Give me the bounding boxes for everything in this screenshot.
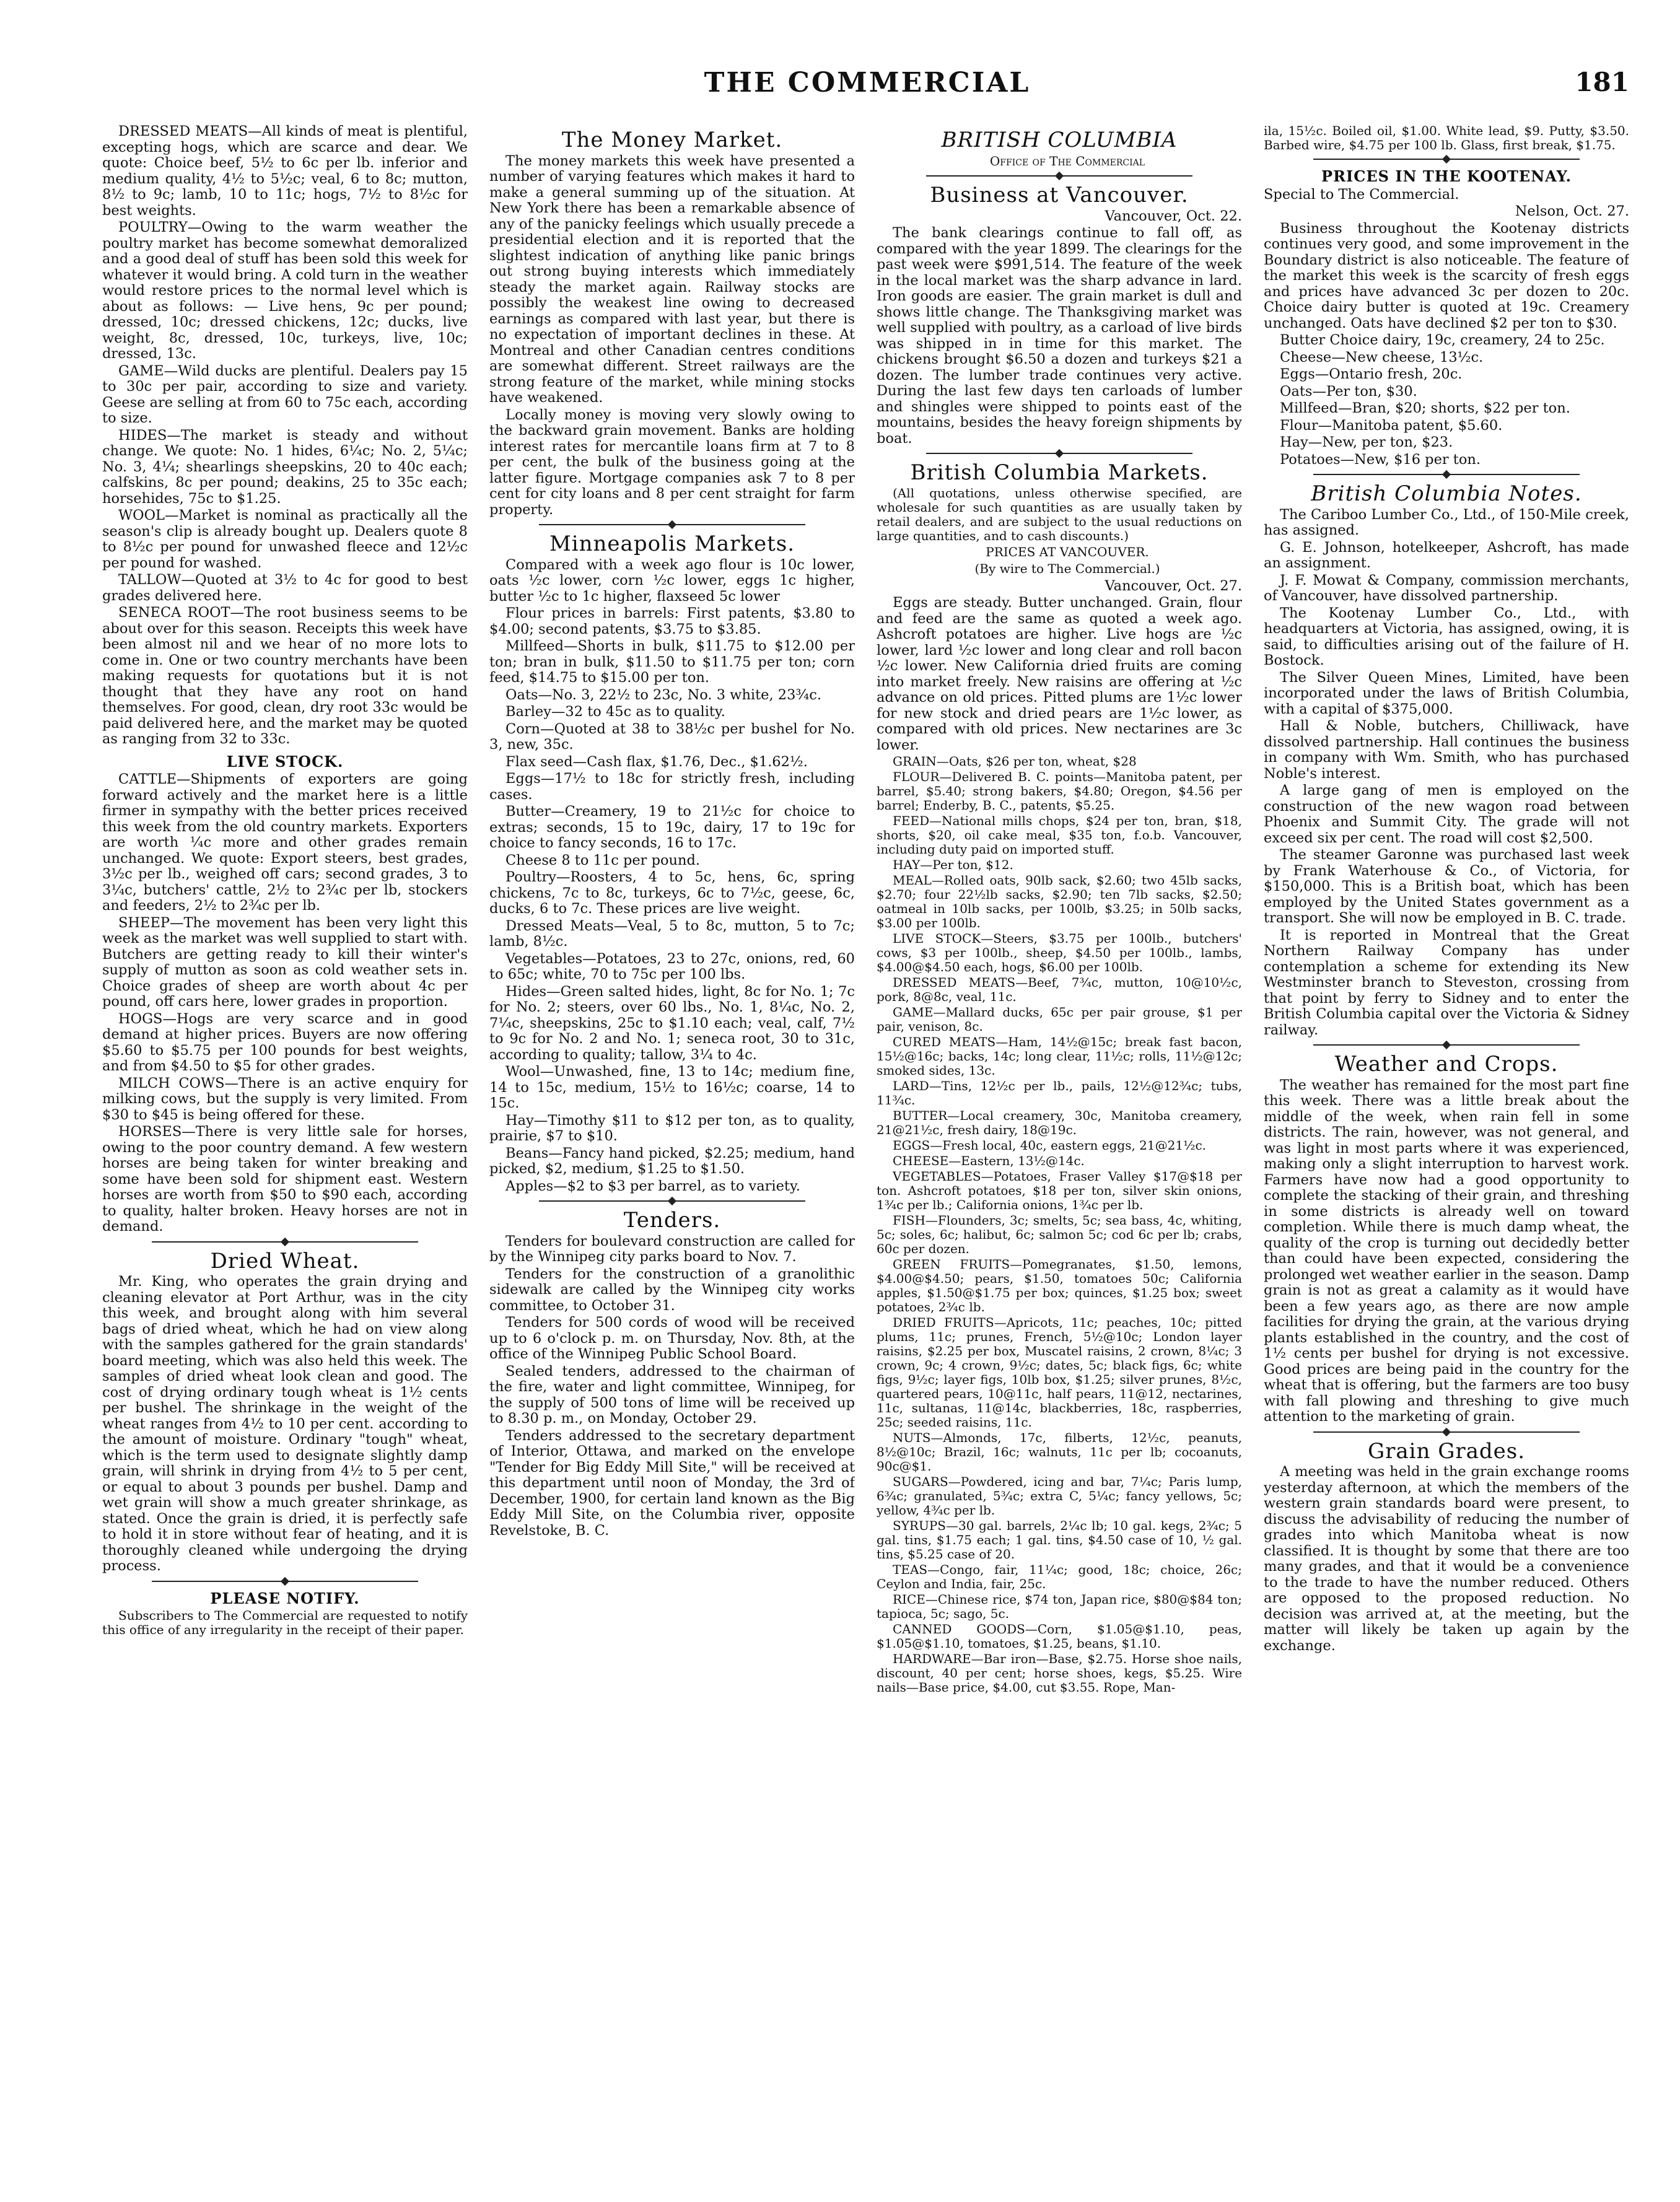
minneapolis-item: Eggs—17½ to 18c for strictly fresh, including cases. xyxy=(489,771,855,803)
wire-note: (By wire to The Commercial.) xyxy=(974,561,1160,576)
section-divider xyxy=(539,1200,805,1204)
minneapolis-item: Beans—Fancy hand picked, $2.25; medium, hand picked, $2, medium, $1.25 to $1.50. xyxy=(489,1145,855,1177)
section-divider xyxy=(1313,474,1580,478)
hides-paragraph: HIDES—The market is steady and without change. We quote: No. 1 hides, 6¼c; No. 2, 5¼c; No. 3, 4¼; shearlings sheepskins, 20 to 40c each; calfskins, 8c per pound; deakins, 25 to 35c each; horsehides, 75c to $1.25. xyxy=(102,427,468,507)
market-item: DRESSED MEATS—Beef, 7¾c, mutton, 10@10½c, pork, 8@8c, veal, 11c. xyxy=(877,975,1242,1004)
dried-wheat-paragraph: Mr. King, who operates the grain drying and cleaning elevator at Port Arthur, was in the city this week, and brought along with him several bags of dried wheat, which he had on view along with the samples gathered for the grain standards' board meeting, which was also held this week. The samples of dried wheat look clean and good. The cost of drying ordinary tough wheat is 1½ cents per bushel. The shrinkage in the weight of the wheat ranges from 4½ to 10 per cent. according to the amount of moisture. Ordinary "tough" wheat, which is the term used to designate slightly damp grain, will shrink in drying from 4½ to 5 per cent, or equal to about 3 pounds per bushel. Damp and wet grain will show a much greater shrinkage, as stated. Once the grain is dried, it is perfectly safe to hold it in store without fear of heating, and it is thoroughly cleaned while undergoing the drying process. xyxy=(102,1274,468,1574)
column-4 xyxy=(1264,124,1629,2187)
horses-paragraph: HORSES—There is very little sale for horses, owing to the poor country demand. A few western horses are being taken for winter breaking and some have been sold for shipment east. Western horses are worth from $50 to $90 each, according to quality, halter broken. Heavy horses are not in demand. xyxy=(102,1124,468,1234)
minneapolis-item: Corn—Quoted at 38 to 38½c per bushel for No. 3, new, 35c. xyxy=(489,720,855,753)
market-item: VEGETABLES—Potatoes, Fraser Valley $17@$18 per ton. Ashcroft potatoes, $18 per ton, silver skin onions, 1¾c per lb.; California onions, 1¾c per lb. xyxy=(877,1169,1242,1212)
hardware-continuation: ila, 15½c. Boiled oil, $1.00. White lead, $9. Putty, $3.50. Barbed wire, $4.75 per 100 lb. Glass, first break, $1.75. xyxy=(1264,124,1629,152)
market-item: GRAIN—Oats, $26 per ton, wheat, $28 xyxy=(893,754,1137,769)
section-divider xyxy=(926,175,1192,179)
dried-wheat-heading: Dried Wheat. xyxy=(210,1248,360,1274)
poultry-paragraph: POULTRY—Owing to the warm weather the poultry market has become somewhat demoralized and a good deal of stuff has been sold this week for whatever it would bring. A cold turn in the weather would restore prices to the normal level which is about as follows: — Live hens, 9c per pound; dressed, 10c; dressed chickens, 12c; ducks, live weight, 8c, dressed, 10c, turkeys, live, 10c; dressed, 13c. xyxy=(102,219,468,362)
please-notify-paragraph: Subscribers to The Commercial are requested to notify this office of any irregularity in the receipt of their paper. xyxy=(102,1608,468,1637)
british-columbia-heading: BRITISH COLUMBIA xyxy=(941,128,1178,152)
section-divider xyxy=(539,524,805,528)
kootenay-paragraph: Business throughout the Kootenay districts continues very good, and some improvement in the Boundary district is also noticeable. The feature of the market this week is the scarcity of fresh eggs and prices have advanced 3c per dozen to 20c. Choice dairy butter is quoted at 19c. Creamery unchanged. Oats have declined $2 per ton to $30. xyxy=(1264,220,1629,331)
minneapolis-item: Apples—$2 to $3 per barrel, as to variety. xyxy=(505,1177,800,1194)
minneapolis-item: Hides—Green salted hides, light, 8c for No. 1; 7c for No. 2; steers, over 60 lbs., No. 1, 8¼c, No. 2, 7¼c, sheepskins, 25c to $1.10 each; veal, calf, 7½ to 9c for No. 2 and No. 1; seneca root, 30 to 31c, according to quality; tallow, 3¼ to 4c. xyxy=(489,983,855,1063)
note-item: It is reported in Montreal that the Great Northern Railway Company has under contemplation a scheme for extending its New Westminster branch to Steveston, crossing from that point by ferry to Sidney and to enter the British Columbia capital over the Victoria & Sidney railway. xyxy=(1264,927,1629,1038)
minneapolis-item: Cheese 8 to 11c per pound. xyxy=(505,852,701,868)
vancouver-business-paragraph: The bank clearings continue to fall off, as compared with the year 1899. The clearings for the past week were $991,514. The feature of the week in the local market was the sharp advance in lard. Iron goods are easier. The grain market is dull and shows little change. The Thanksgiving market was well supplied with poultry, as a carload of live birds was shipped in in time for this market. The chickens brought $6.50 a dozen and turkeys $21 a dozen. The lumber trade continues very active. During the last few days ten carloads of lumber and shingles were shipped to points east of the mountains, besides the heavy foreign shipments by boat. xyxy=(877,225,1242,447)
tender-item: Tenders for boulevard construction are called for by the Winnipeg city parks board to Nov. 7. xyxy=(489,1233,855,1265)
hogs-paragraph: HOGS—Hogs are very scarce and in good demand at higher prices. Buyers are now offering $5.60 to $5.75 per 100 pounds for best weights, and from $4.50 to $5 for other grades. xyxy=(102,1010,468,1074)
bc-markets-heading: British Columbia Markets. xyxy=(910,460,1209,485)
minneapolis-item: Oats—No. 3, 22½ to 23c, No. 3 white, 23¾c. xyxy=(505,686,821,703)
weather-paragraph: The weather has remained for the most part fine this week. There was a little break about the middle of the week, when rain fell in some districts. The rain, however, was not general, and was light in most parts where it was experienced, making only a slight interruption to harvest work. Farmers have now had a good opportunity to complete the stacking of their grain, and threshing in some districts is already well on toward completion. While there is much damp wheat, the quality of the crop is turning out decidedly better than could have been expected, considering the prolonged wet weather earlier in the season. Damp grain is not as great a calamity as it would have been a few years ago, as there are now ample facilities for drying the grain, at the various drying plants established in the country, and the cost of 1½ cents per bushel for drying is not excessive. Good prices are being paid in the country for the wheat that is offering, but the farmers are too busy with fall plowing and threshing to give much attention to the marketing of grain. xyxy=(1264,1077,1629,1425)
note-item: The Cariboo Lumber Co., Ltd., of 150-Mile creek, has assigned. xyxy=(1264,506,1629,538)
market-item: RICE—Chinese rice, $74 ton, Japan rice, $80@$84 ton; tapioca, 5c; sago, 5c. xyxy=(877,1592,1242,1621)
kootenay-item: Butter Choice dairy, 19c, creamery, 24 to 25c. xyxy=(1280,332,1605,348)
section-divider xyxy=(1313,159,1580,162)
dateline: Vancouver, Oct. 27. xyxy=(1105,577,1242,594)
market-item: FEED—National mills chops, $24 per ton, bran, $18, shorts, $20, oil cake meal, $35 ton, f.o.b. Vancouver, including duty paid on imported stuff. xyxy=(877,813,1242,857)
market-item: MEAL—Rolled oats, 90lb sack, $2.60; two 45lb sacks, $2.70; four 22½lb sacks, $2.90; ten 7lb sacks, $2.50; oatmeal in 10lb sacks, per 100lb, $3.25; in 50lb sacks, $3.00 per 100lb. xyxy=(877,873,1242,930)
section-divider xyxy=(1313,1044,1580,1048)
note-item: The Kootenay Lumber Co., Ltd., with headquarters at Victoria, has assigned, owing, it is said, to difficulties arising out of the failure of H. Bostock. xyxy=(1264,605,1629,668)
dateline: Vancouver, Oct. 22. xyxy=(1105,208,1242,224)
game-paragraph: GAME—Wild ducks are plentiful. Dealers pay 15 to 30c per pair, according to size and variety. Geese are selling at from 60 to 75c each, according to size. xyxy=(102,362,468,426)
market-item: LARD—Tins, 12½c per lb., pails, 12½@12¾c; tubs, 11¾c. xyxy=(877,1078,1242,1108)
tender-item: Tenders for 500 cords of wood will be received up to 6 o'clock p. m. on Thursday, Nov. 8th, at the office of the Winnipeg Public School Board. xyxy=(489,1314,855,1362)
minneapolis-item: Butter—Creamery, 19 to 21½c for choice to extras; seconds, 15 to 19c, dairy, 17 to 19c for choice to fancy seconds, 16 to 17c. xyxy=(489,803,855,851)
article-columns xyxy=(102,124,1629,2193)
market-item: EGGS—Fresh local, 40c, eastern eggs, 21@21½c. xyxy=(893,1138,1207,1153)
quotations-note: (All quotations, unless otherwise specified, are wholesale for such quantities as are usually taken by retail dealers, and are subject to the usual reductions on large quantities, and to cash discounts.) xyxy=(877,485,1242,543)
minneapolis-item: Hay—Timothy $11 to $12 per ton, as to quality, prairie, $7 to $10. xyxy=(489,1112,855,1144)
note-item: J. F. Mowat & Company, commission merchants, of Vancouver, have dissolved partnership. xyxy=(1264,572,1629,604)
sheep-paragraph: SHEEP—The movement has been very light this week as the market was well supplied to start with. Butchers are getting ready to kill their winter's supply of mutton as soon as cold weather sets in. Choice grades of sheep are worth about 4c per pound, off cars here, lower grades in proportion. xyxy=(102,914,468,1010)
milch-cows-paragraph: MILCH COWS—There is an active enquiry for milking cows, but the supply is very limited. From $30 to $45 is being offered for these. xyxy=(102,1075,468,1123)
vancouver-business-heading: Business at Vancouver. xyxy=(930,183,1189,208)
tender-item: Tenders addressed to the secretary department of Interior, Ottawa, and marked on the envelope "Tender for Big Eddy Mill Site," will be received at this department until noon of Monday, the 3rd of December, 1900, for certain land known as the Big Eddy Mill Site, on the Columbia river, opposite Revelstoke, B. C. xyxy=(489,1427,855,1539)
minneapolis-item: Compared with a week ago flour is 10c lower, oats ½c lower, corn ½c lower, eggs 1c higher, butter ½c to 1c higher, flaxseed 5c lower xyxy=(489,556,855,605)
kootenay-item: Cheese—New cheese, 13½c. xyxy=(1280,349,1484,365)
market-item: CHEESE—Eastern, 13½@14c. xyxy=(893,1153,1085,1168)
kootenay-item: Hay—New, per ton, $23. xyxy=(1280,434,1453,450)
market-item: CANNED GOODS—Corn, $1.05@$1.10, peas, $1.05@$1.10, tomatoes, $1.25, beans, $1.10. xyxy=(877,1622,1242,1651)
market-item: HAY—Per ton, $12. xyxy=(893,857,1013,872)
wool-paragraph: WOOL—Market is nominal as practically all the season's clip is already bought up. Dealers quote 8 to 8½c per pound for unwashed fleece and 12½c per pound for washed. xyxy=(102,507,468,571)
prices-at-vancouver-heading: PRICES AT VANCOUVER. xyxy=(986,544,1149,559)
minneapolis-item: Dressed Meats—Veal, 5 to 8c, mutton, 5 to 7c; lamb, 8½c. xyxy=(489,917,855,950)
minneapolis-item: Flour prices in barrels: First patents, $3.80 to $4.00; second patents, $3.75 to $3.85. xyxy=(489,605,855,637)
weather-crops-heading: Weather and Crops. xyxy=(1334,1052,1559,1077)
page-title: THE COMMERCIAL xyxy=(704,67,1031,98)
column-1 xyxy=(102,124,468,2187)
money-market-paragraph: The money markets this week have presented a number of varying features which makes it hard to make a general summing up of the situation. At New York there has been a remarkable absence of any of the panicky feelings which usually precede a presidential election and it is reported that the slightest indication of anything like panic brings out strong buying interests which immediately steady the market again. Railway stocks are possibly the weakest line owing to decreased earnings as compared with last year, but there is no expectation of important declines in these. At Montreal and other Canadian centres conditions are somewhat different. Street railways are the strong feature of the market, while mining stocks have weakened. xyxy=(489,152,855,406)
market-item: BUTTER—Local creamery, 30c, Manitoba creamery, 21@21½c, fresh dairy, 18@19c. xyxy=(877,1108,1242,1137)
minneapolis-item: Vegetables—Potatoes, 23 to 27c, onions, red, 60 to 65c; white, 70 to 75c per 100 lbs. xyxy=(489,950,855,982)
seneca-root-paragraph: SENECA ROOT—The root business seems to be about over for this season. Receipts this week have been almost nil and we hear of no more lots to come in. One or two country merchants have been making requests for quotations but it is not thought that they have any root on hand themselves. For good, clean, dry root 33c would be paid delivered here, and the market may be quoted as ranging from 32 to 33c. xyxy=(102,605,468,747)
market-item: GREEN FRUITS—Pomegranates, $1.50, lemons, $4.00@$4.50; pears, $1.50, tomatoes 50c; California apples, $1.50@$1.75 per box; quinces, $1.25 box; sweet potatoes, 2¾c lb. xyxy=(877,1257,1242,1314)
section-divider xyxy=(926,453,1192,457)
please-notify-heading: PLEASE NOTIFY. xyxy=(210,1589,360,1607)
live-stock-heading: LIVE STOCK. xyxy=(226,752,344,771)
minneapolis-item: Barley—32 to 45c as to quality. xyxy=(505,704,725,720)
tallow-paragraph: TALLOW—Quoted at 3½ to 4c for good to best grades delivered here. xyxy=(102,572,468,604)
market-item: GAME—Mallard ducks, 65c per pair grouse, $1 per pair, venison, 8c. xyxy=(877,1005,1242,1034)
section-divider xyxy=(152,1241,418,1245)
kootenay-item: Flour—Manitoba patent, $5.60. xyxy=(1280,417,1503,434)
minneapolis-item: Flax seed—Cash flax, $1.76, Dec., $1.62½. xyxy=(505,753,808,770)
section-divider xyxy=(152,1581,418,1584)
page-header xyxy=(105,67,1629,116)
market-item: TEAS—Congo, fair, 11¼c; good, 18c; choice, 26c; Ceylon and India, fair, 25c. xyxy=(877,1562,1242,1591)
note-item: Hall & Noble, butchers, Chilliwack, have dissolved partnership. Hall continues the business in company with Wm. Smith, who has purchased Noble's interest. xyxy=(1264,718,1629,782)
market-item: DRIED FRUITS—Apricots, 11c; peaches, 10c; pitted plums, 11c; prunes, French, 5½@10c; London layer raisins, $2.25 per box, Muscatel raisins, 2 crown, 8¼c; 3 crown, 9c; 4 crown, 9½c; dates, 5c; black figs, 6c; white figs, 9½c; layer figs, 10lb box, $1.25; silver prunes, 8½c, quartered pears, 10@11c, half pears, 11@12, nectarines, 11c, sultanas, 11@14c, blackberries, 18c, raspberries, 25c; seeded raisins, 11c. xyxy=(877,1315,1242,1430)
grain-grades-heading: Grain Grades. xyxy=(1367,1438,1526,1464)
kootenay-item: Potatoes—New, $16 per ton. xyxy=(1280,451,1481,468)
tender-item: Sealed tenders, addressed to the chairman of the fire, water and light committee, Winnipeg, for the supply of 500 tons of lime will be received up to 8.30 p. m., on Monday, October 29. xyxy=(489,1363,855,1426)
column-2 xyxy=(489,124,855,2187)
office-subheading: Office of The Commercial xyxy=(989,153,1145,168)
market-item: FISH—Flounders, 3c; smelts, 5c; sea bass, 4c, whiting, 5c; soles, 6c; halibut, 6c; salmon 5c; cod 6c per lb; crabs, 60c per dozen. xyxy=(877,1213,1242,1256)
market-item: SYRUPS—30 gal. barrels, 2¼c lb; 10 gal. kegs, 2¾c; 5 gal. tins, $1.75 each; 1 gal. tins, $4.50 case of 10, ½ gal. tins, $5.25 case of 20. xyxy=(877,1518,1242,1562)
minneapolis-item: Poultry—Roosters, 4 to 5c, hens, 6c, spring chickens, 7c to 8c, turkeys, 6c to 7½c, geese, 6c, ducks, 6 to 7c. These prices are live weight. xyxy=(489,869,855,917)
minneapolis-markets-heading: Minneapolis Markets. xyxy=(549,531,795,556)
kootenay-item: Oats—Per ton, $30. xyxy=(1280,383,1417,400)
kootenay-item: Millfeed—Bran, $20; shorts, $22 per ton. xyxy=(1280,400,1570,416)
vancouver-prices-paragraph: Eggs are steady. Butter unchanged. Grain, flour and feed are the same as quoted a week ago. Ashcroft potatoes are higher. Live hogs are ½c lower, lard ½c lower and long clear and roll bacon ½c lower. New California dried fruits are coming into market freely. New raisins are offering at ½c advance on old prices. Pitted plums are 1½c lower for new stock and dried pears are 1½c lower, as compared with old prices. New nectarines are 3c lower. xyxy=(877,595,1242,753)
market-item: SUGARS—Powdered, icing and bar, 7¼c; Paris lump, 6¾c; granulated, 5¾c; extra C, 5¼c; fancy yellows, 5c; yellow, 4¾c per lb. xyxy=(877,1474,1242,1518)
note-item: The Silver Queen Mines, Limited, have been incorporated under the laws of British Columbia, with a capital of $375,000. xyxy=(1264,669,1629,717)
bc-notes-heading: British Columbia Notes. xyxy=(1311,481,1582,506)
dateline: Nelson, Oct. 27. xyxy=(1515,203,1629,219)
note-item: A large gang of men is employed on the construction of the new wagon road between Phoenix and Summit City. The grade will not exceed six per cent. The road will cost $2,500. xyxy=(1264,782,1629,846)
market-item: LIVE STOCK—Steers, $3.75 per 100lb., butchers' cows, $3 per 100lb., sheep, $4.50 per 100lb., lambs, $4.00@$4.50 each, hogs, $6.00 per 100lb. xyxy=(877,931,1242,974)
tenders-heading: Tenders. xyxy=(623,1208,721,1233)
kootenay-prices-heading: PRICES IN THE KOOTENAY. xyxy=(1321,167,1572,185)
grain-grades-paragraph: A meeting was held in the grain exchange rooms yesterday afternoon, at which the members of the western grain standards board were present, to discuss the advisability of reducing the number of grades into which Manitoba wheat is now classified. It is thought by some that there are too many grades, and that it would be a convenience to the trade to have the number reduced. Others are opposed to the proposed reduction. No decision was arrived at, at the meeting, but the matter will likely be taken up again by the exchange. xyxy=(1264,1464,1629,1654)
cattle-paragraph: CATTLE—Shipments of exporters are going forward actively and the market here is a little firmer in sympathy with the better prices received this week from the old country markets. Exporters are worth ¼c more and other grades remain unchanged. We quote: Export steers, best grades, 3½c per lb., weighed off cars; second grades, 3 to 3¼c, butchers' cattle, 2½ to 2¾c per lb, stockers and feeders, 2½ to 2¾c per lb. xyxy=(102,771,468,914)
money-market-heading: The Money Market. xyxy=(561,128,783,152)
minneapolis-item: Millfeed—Shorts in bulk, $11.75 to $12.00 per ton; bran in bulk, $11.50 to $11.75 per ton; corn feed, $14.75 to $15.00 per ton. xyxy=(489,638,855,686)
market-item: NUTS—Almonds, 17c, filberts, 12½c, peanuts, 8½@10c; Brazil, 16c; walnuts, 11c per lb; cocoanuts, 90c@$1. xyxy=(877,1430,1242,1474)
note-item: G. E. Johnson, hotelkeeper, Ashcroft, has made an assignment. xyxy=(1264,539,1629,571)
note-item: The steamer Garonne was purchased last week by Frank Waterhouse & Co., of Victoria, for $150,000. This is a British boat, which has been employed by the United States government as a transport. She will now be employed in B. C. trade. xyxy=(1264,847,1629,926)
special-note: Special to The Commercial. xyxy=(1264,186,1459,203)
section-divider xyxy=(1313,1431,1580,1435)
market-item: HARDWARE—Bar iron—Base, $2.75. Horse shoe nails, discount, 40 per cent; horse shoes, kegs, $5.25. Wire nails—Base price, $4.00, cut $3.55. Rope, Man- xyxy=(877,1651,1242,1695)
page-number: 181 xyxy=(1575,67,1629,97)
market-item: CURED MEATS—Ham, 14½@15c; break fast bacon, 15½@16c; backs, 14c; long clear, 11½c; rolls, 11½@12c; smoked sides, 13c. xyxy=(877,1034,1242,1078)
dressed-meats-paragraph: DRESSED MEATS—All kinds of meat is plentiful, excepting hogs, which are scarce and dear. We quote: Choice beef, 5½ to 6c per lb. inferior and medium quality, 4½ to 5½c; veal, 6 to 8c; mutton, 8½ to 9c; lamb, 10 to 11c; hogs, 7½ to 8½c for best weights. xyxy=(102,124,468,219)
market-item: FLOUR—Delivered B. C. points—Manitoba patent, per barrel, $5.40; strong bakers, $4.80; Oregon, $4.56 per barrel; Enderby, B. C., patents, $5.25. xyxy=(877,769,1242,813)
minneapolis-item: Wool—Unwashed, fine, 13 to 14c; medium fine, 14 to 15c, medium, 15½ to 16½c; coarse, 14 to 15c. xyxy=(489,1064,855,1111)
kootenay-item: Eggs—Ontario fresh, 20c. xyxy=(1280,366,1463,382)
money-market-paragraph: Locally money is moving very slowly owing to the backward grain movement. Banks are holding interest rates for mercantile loans firm at 7 to 8 per cent, the bulk of the business going at the latter figure. Mortgage companies ask 7 to 8 per cent for city loans and 8 per cent straight for farm property. xyxy=(489,406,855,518)
tender-item: Tenders for the construction of a granolithic sidewalk are called by the Winnipeg city works committee, to October 31. xyxy=(489,1265,855,1314)
column-3 xyxy=(877,124,1242,2187)
